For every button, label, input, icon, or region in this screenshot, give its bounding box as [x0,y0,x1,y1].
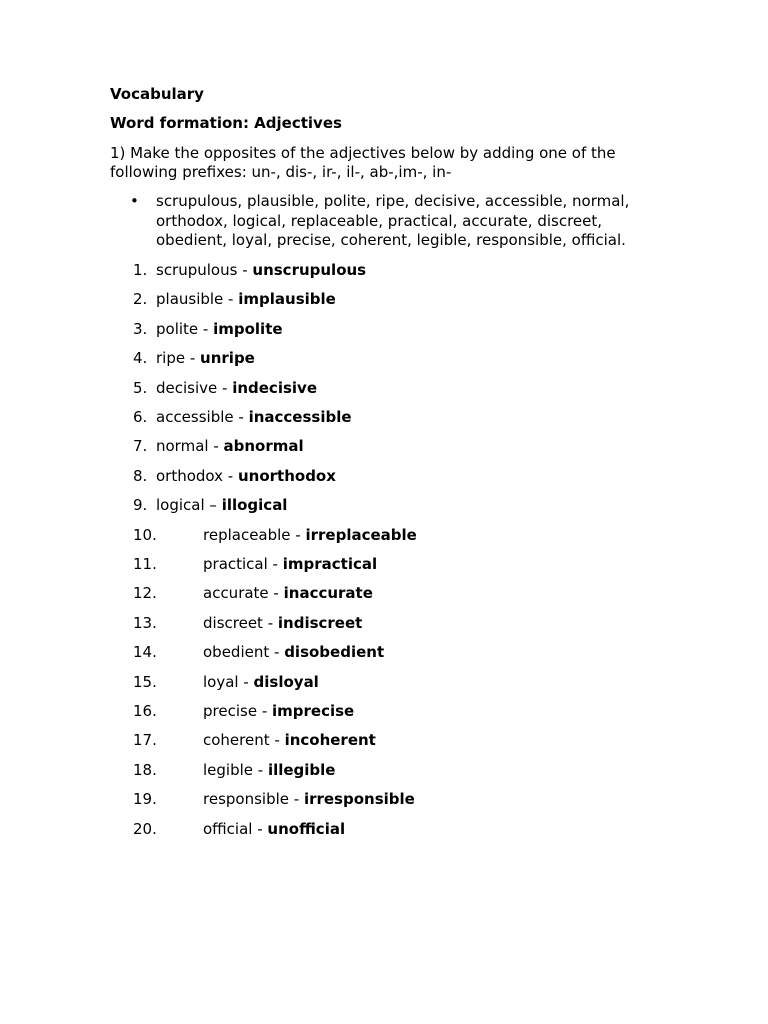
list-item [203,702,354,721]
list-item-number: 18. [133,761,157,779]
list-item [156,408,352,427]
list-item-answer: indiscreet [277,614,363,632]
list-item [203,731,376,750]
list-item-answer: impolite [213,320,283,338]
list-item-word: accurate - [203,584,284,602]
list-item-number: 6. [133,408,148,426]
list-item [203,614,362,633]
list-item-number: 19. [133,790,157,808]
list-item-answer: irreplaceable [305,526,417,544]
word-list-line-1: scrupulous, plausible, polite, ripe, decisive, accessible, normal, [156,192,630,210]
list-item-answer: inaccessible [248,408,352,426]
list-item [156,320,283,339]
list-item-word: precise - [203,702,272,720]
list-item-number: 2. [133,290,148,308]
list-item-number: 5. [133,379,148,397]
list-item-word: obedient - [203,643,285,661]
list-item-word: scrupulous - [156,261,253,279]
word-list [156,192,676,251]
list-item-word: accessible - [156,408,249,426]
list-item-answer: abnormal [223,437,304,455]
list-item-word: plausible - [156,290,239,308]
section-heading: Word formation: Adjectives [110,114,342,132]
list-item-number: 20. [133,820,157,838]
list-item-number: 7. [133,437,148,455]
list-item-word: polite - [156,320,214,338]
list-item [156,379,317,398]
list-item [156,496,287,515]
list-item [156,349,255,368]
list-item [203,820,345,839]
list-item-answer: implausible [238,290,336,308]
list-item [203,673,319,692]
list-item-answer: illegible [267,761,336,779]
list-item-answer: impractical [282,555,378,573]
list-item-number: 15. [133,673,157,691]
list-item-answer: indecisive [232,379,317,397]
list-item-word: decisive - [156,379,233,397]
list-item-answer: incoherent [284,731,376,749]
list-item-answer: unofficial [267,820,346,838]
list-item-answer: irresponsible [303,790,415,808]
list-item [203,643,384,662]
word-list-line-3: obedient, loyal, precise, coherent, legible, responsible, official. [156,231,626,249]
list-item-number: 14. [133,643,157,661]
list-item [156,261,366,280]
list-item-answer: inaccurate [283,584,373,602]
word-list-line-2: orthodox, logical, replaceable, practical, accurate, discreet, [156,211,603,230]
list-item [203,761,335,780]
list-item-word: logical – [156,496,222,514]
list-item-word: normal - [156,437,224,455]
list-item [203,555,377,574]
list-item-number: 4. [133,349,148,367]
list-item-number: 10. [133,526,157,544]
list-item-word: official - [203,820,268,838]
instruction-line-2: following prefixes: un-, dis-, ir-, il-, ab-,im-, in- [110,163,452,181]
bullet-marker: • [130,192,139,210]
list-item-number: 13. [133,614,157,632]
list-item-answer: imprecise [272,702,355,720]
list-item-answer: disobedient [284,643,385,661]
list-item-number: 11. [133,555,157,573]
list-item-word: legible - [203,761,268,779]
list-item-number: 3. [133,320,148,338]
list-item-word: practical - [203,555,283,573]
list-item-answer: unorthodox [237,467,336,485]
list-item-word: orthodox - [156,467,238,485]
list-item-number: 12. [133,584,157,602]
list-item-number: 9. [133,496,148,514]
list-item-word: coherent - [203,731,285,749]
list-item-answer: unripe [200,349,255,367]
list-item [156,467,336,486]
list-item-number: 16. [133,702,157,720]
list-item-number: 8. [133,467,148,485]
list-item-answer: illogical [221,496,288,514]
list-item-word: responsible - [203,790,304,808]
list-item-word: discreet - [203,614,278,632]
document-heading: Vocabulary [110,85,204,103]
list-item-number: 17. [133,731,157,749]
list-item-word: loyal - [203,673,254,691]
list-item [203,790,415,809]
list-item-number: 1. [133,261,148,279]
list-item [203,526,417,545]
list-item-word: replaceable - [203,526,306,544]
list-item-answer: unscrupulous [252,261,367,279]
instruction-line-1: 1) Make the opposites of the adjectives below by adding one of the [110,144,616,162]
list-item [203,584,373,603]
list-item [156,290,336,309]
list-item-answer: disloyal [253,673,319,691]
list-item-word: ripe - [156,349,201,367]
list-item [156,437,304,456]
